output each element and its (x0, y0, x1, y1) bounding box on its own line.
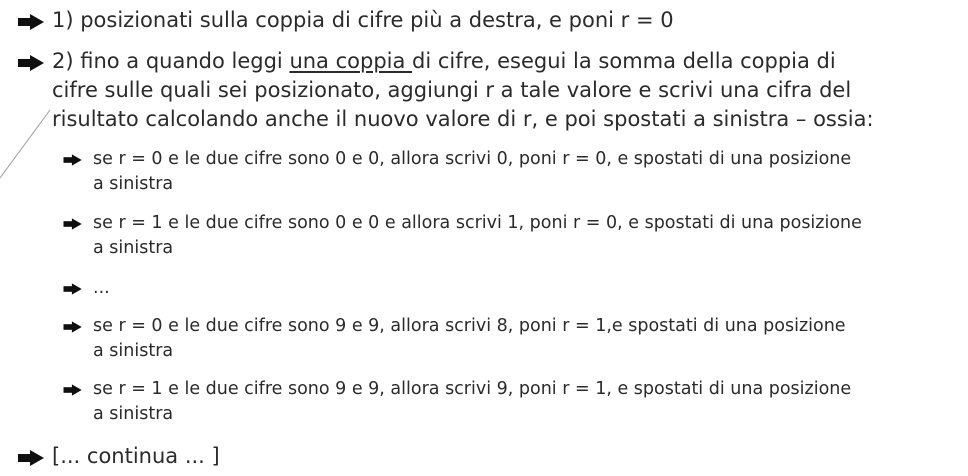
arrow-bullet-icon (63, 383, 85, 397)
text-line: se r = 0 e le due cifre sono 0 e 0, allora scrivi 0, poni r = 0, e spostati di una posizione (93, 149, 852, 169)
text-line: [... continua ... ] (52, 444, 220, 468)
arrow-bullet-icon (18, 53, 48, 73)
text-line: a sinistra (93, 403, 174, 424)
text-line: se r = 0 e le due cifre sono 9 e 9, allora scrivi 8, poni r = 1,e spostati di una posizione (93, 316, 846, 336)
text-line: risultato calcolando anche il nuovo valore di r, e poi spostati a sinistra – ossia: (52, 107, 874, 131)
arrow-bullet-icon (63, 153, 85, 167)
text-segment: 2) fino a quando leggi (52, 49, 290, 73)
text-line: a sinistra (93, 173, 174, 194)
arrow-bullet-icon (63, 217, 85, 231)
text-line: 1) posizionati sulla coppia di cifre più a destra, e poni r = 0 (52, 8, 674, 32)
text-line: ... (93, 278, 110, 298)
arrow-bullet-icon (63, 320, 85, 334)
arrow-bullet-icon (18, 12, 48, 32)
text-line: se r = 1 e le due cifre sono 9 e 9, allora scrivi 9, poni r = 1, e spostati di una posizione (93, 379, 852, 399)
text-line: a sinistra (93, 340, 174, 361)
text-line (52, 47, 962, 76)
arrow-bullet-icon (18, 448, 48, 468)
text-line: cifre sulle quali sei posizionato, aggiungi r a tale valore e scrivi una cifra del (52, 78, 852, 102)
arrow-bullet-icon (63, 282, 85, 296)
text-line: a sinistra (93, 237, 174, 258)
text-line: se r = 1 e le due cifre sono 0 e 0 e allora scrivi 1, poni r = 0, e spostati di una posizione (93, 213, 862, 233)
underlined-phrase: una coppia (289, 49, 413, 73)
text-segment: di cifre, esegui la somma della coppia di (412, 49, 836, 73)
